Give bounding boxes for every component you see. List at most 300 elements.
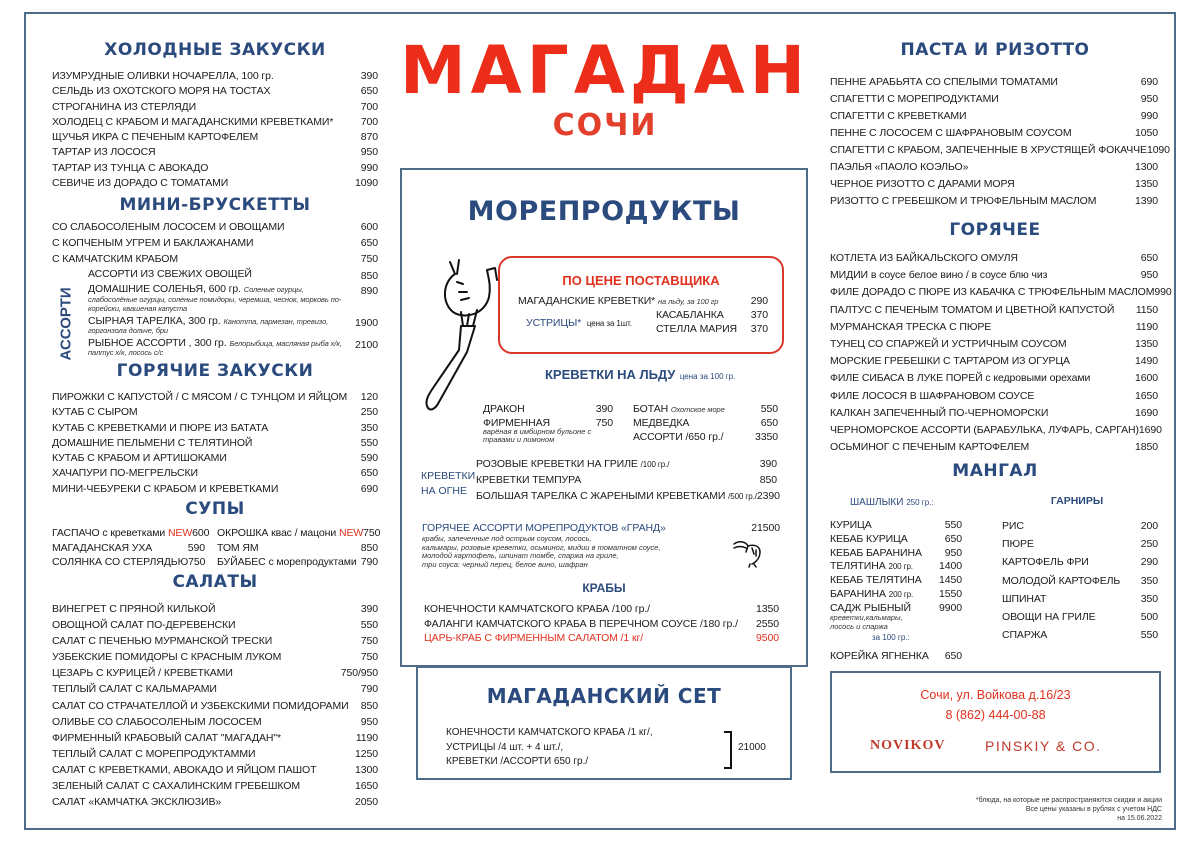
item-label: МИНИ-ЧЕБУРЕКИ С КРАБОМ И КРЕВЕТКАМИ (52, 482, 279, 495)
menu-item (52, 764, 378, 780)
grand-assorti-row: ГОРЯЧЕЕ АССОРТИ МОРЕПРОДУКТОВ «ГРАНД» 21500 (422, 522, 780, 534)
item-note: варёная в имбирном бульоне с травами и лимоном (483, 427, 592, 444)
item-name (52, 467, 198, 479)
item-price: 1850 (1135, 441, 1158, 454)
item-name (52, 716, 262, 728)
item-price: 1300 (1135, 161, 1158, 173)
heading-magadan-set: МАГАДАНСКИЙ СЕТ (486, 684, 722, 708)
item-label: ФАЛАНГИ КАМЧАТСКОГО КРАБА В ПЕРЕЧНОМ СОУСЕ /180 гр./ (424, 617, 738, 630)
item-label: БУЙАБЕС с морепродуктами (217, 556, 357, 568)
item-price: 1490 (1135, 355, 1158, 368)
item-name (476, 490, 757, 502)
item-price: 350 (1140, 574, 1158, 587)
menu-item (52, 391, 378, 406)
item-label: КЕБАБ ТЕЛЯТИНА (830, 574, 922, 587)
item-price: 500 (1140, 610, 1158, 623)
item-label: САДЖ РЫБНЫЙ (830, 601, 911, 614)
item-price: 950 (1140, 93, 1158, 105)
item-name (1002, 556, 1089, 568)
item-price: 1900 (355, 316, 378, 329)
item-label: СЕВИЧЕ ИЗ ДОРАДО С ТОМАТАМИ (52, 177, 229, 190)
address: Сочи, ул. Войкова д.16/23 (920, 688, 1071, 702)
menu-item (830, 441, 1158, 458)
item-name (830, 161, 968, 173)
shrimp-icon (732, 538, 768, 568)
fire-shrimp-label: КРЕВЕТКИ НА ОГНЕ (421, 470, 476, 497)
menu-item (830, 588, 962, 602)
item-price: 2100 (355, 338, 378, 351)
menu-item (830, 178, 1158, 195)
item-name (830, 127, 1071, 139)
item-note: 200 гр. (888, 589, 914, 599)
menu-item (52, 732, 378, 748)
item-label: ОКРОШКА квас / мацони (217, 527, 337, 539)
menu-item (52, 467, 378, 482)
pasta-list (830, 76, 1170, 212)
item-price: 950 (360, 146, 378, 159)
item-name (52, 748, 255, 760)
menu-item (52, 116, 378, 131)
assorti-vertical-label: АССОРТИ (57, 287, 75, 361)
item-price: 1190 (1135, 320, 1158, 333)
menu-item (830, 407, 1158, 424)
assorti-item (88, 285, 378, 314)
supplier-oysters-label: УСТРИЦЫ* цена за 1шт. (526, 317, 632, 329)
item-label: ГАСПАЧО с креветками (52, 527, 166, 539)
supplier-shrimp-row: МАГАДАНСКИЕ КРЕВЕТКИ* на льду, за 100 гр 290 (518, 295, 768, 307)
heading-cold-snacks: ХОЛОДНЫЕ ЗАКУСКИ (104, 40, 326, 60)
heading-bruschetta: МИНИ-БРУСКЕТТЫ (119, 195, 311, 215)
item-name (52, 131, 258, 143)
magadan-set-contents (446, 726, 653, 770)
bruschetta-list (52, 221, 378, 269)
assorti-list (88, 270, 378, 361)
fork-shrimp-illustration (415, 252, 505, 422)
item-price: 790 (360, 556, 378, 568)
item-label: БОЛЬШАЯ ТАРЕЛКА С ЖАРЕНЫМИ КРЕВЕТКАМИ (476, 490, 726, 502)
item-label: МИДИИ в соусе белое вино / в соусе блю чиз (830, 269, 1048, 282)
menu-item (52, 716, 378, 732)
menu-item (1002, 593, 1158, 611)
item-name (217, 527, 363, 539)
item-label: КУТАБ С СЫРОМ (52, 406, 138, 419)
item-label: ТАРТАР ИЗ ТУНЦА С АВОКАДО (52, 161, 209, 174)
item-price: 750 (188, 556, 206, 568)
item-price: 350 (1140, 592, 1158, 605)
menu-item (633, 431, 778, 445)
item-label: САЛАТ СО СТРАЧАТЕЛЛОЙ И УЗБЕКСКИМИ ПОМИДОРАМИ (52, 699, 349, 712)
item-note: Белорыбица, масляная рыба х/к, палтус х/к, лосось с/с (88, 338, 342, 357)
item-price: 1400 (939, 560, 962, 573)
menu-item (52, 131, 378, 146)
item-name (424, 618, 738, 630)
item-name (52, 483, 278, 495)
item-label: СТЕЛЛА МАРИЯ (656, 323, 738, 335)
menu-item (52, 683, 378, 699)
menu-item (52, 780, 378, 796)
menu-item (830, 533, 962, 547)
menu-item (52, 177, 378, 192)
menu-item (830, 195, 1158, 212)
item-label: ОВОЩИ НА ГРИЛЕ (1002, 610, 1096, 623)
menu-item (52, 437, 378, 452)
footer-notes (860, 796, 1162, 823)
menu-item (830, 372, 1158, 389)
menu-item (1002, 611, 1158, 629)
item-price: 3350 (755, 431, 778, 443)
item-price: 1350 (1135, 337, 1158, 350)
menu-item (52, 483, 378, 498)
item-name (830, 588, 913, 600)
item-price: 390 (595, 403, 613, 415)
sides-list (1002, 520, 1158, 647)
item-label: СЕЛЬДЬ ИЗ ОХОТСКОГО МОРЯ НА ТОСТАХ (52, 85, 271, 98)
item-price: 990 (360, 161, 378, 174)
item-label: УЗБЕКСКИЕ ПОМИДОРЫ С КРАСНЫМ ЛУКОМ (52, 651, 282, 664)
item-note: 200 гр. (888, 562, 913, 572)
item-label: ПЮРЕ (1002, 538, 1034, 551)
item-price: 650 (760, 417, 778, 429)
item-name (830, 144, 1147, 156)
assorti-item (88, 270, 378, 282)
item-label: МУРМАНСКАЯ ТРЕСКА С ПЮРЕ (830, 320, 992, 333)
menu-item (830, 161, 1158, 178)
item-name (52, 556, 188, 568)
menu-item (830, 574, 962, 588)
item-name (830, 602, 911, 614)
item-name (830, 519, 872, 531)
menu-item (830, 355, 1158, 372)
set-line: КОНЕЧНОСТИ КАМЧАТСКОГО КРАБА /1 кг/, (446, 727, 653, 738)
lamb-row: КОРЕЙКА ЯГНЕНКА 650 (830, 650, 962, 662)
item-name (52, 780, 300, 792)
oysters-list (656, 309, 768, 337)
item-price: 1300 (355, 763, 378, 776)
item-label: ПЕННЕ АРАБЬЯТА СО СПЕЛЫМИ ТОМАТАМИ (830, 76, 1058, 88)
menu-item (52, 527, 210, 542)
item-label: ФИРМЕННЫЙ КРАБОВЫЙ САЛАТ "МАГАДАН"* (52, 731, 282, 744)
item-label: МАГАДАНСКАЯ УХА (52, 541, 153, 554)
item-price: 370 (750, 309, 768, 321)
sadj-description: креветки,кальмары, лосось и спаржа (830, 613, 903, 631)
menu-item (830, 144, 1170, 161)
menu-item (830, 560, 962, 574)
kebab-list (830, 519, 962, 616)
item-price: 390 (360, 70, 378, 82)
item-price: 1350 (756, 603, 779, 615)
item-name (476, 458, 669, 470)
item-name (1002, 538, 1034, 550)
item-price: 590 (360, 452, 378, 465)
heading-salads: САЛАТЫ (172, 572, 258, 592)
soups-list-right (217, 527, 381, 571)
item-label: АССОРТИ /650 гр./ (633, 431, 724, 443)
item-name (217, 556, 357, 568)
item-label: ТАРТАР ИЗ ЛОСОСЯ (52, 146, 156, 159)
item-price: 750 (360, 651, 378, 664)
item-price: 650 (360, 85, 378, 98)
menu-item (52, 542, 205, 557)
item-name (1002, 611, 1096, 623)
item-price: 550 (360, 436, 378, 449)
item-name (52, 85, 270, 97)
item-name (830, 321, 991, 333)
item-price: 650 (1140, 252, 1158, 264)
menu-item (1002, 629, 1158, 647)
item-name (52, 101, 196, 113)
set-line: КРЕВЕТКИ /АССОРТИ 650 гр./ (446, 756, 589, 767)
item-name (830, 355, 1070, 367)
item-label: КУТАБ С КРАБОМ И АРТИШОКАМИ (52, 452, 227, 465)
item-name (830, 304, 1114, 316)
description-line: три соуса: черный перец, белое вино, шафран (422, 559, 588, 569)
item-price: 950 (1140, 269, 1158, 282)
item-label: КРЕВЕТКИ ТЕМПУРА (476, 474, 582, 486)
item-price: 1050 (1135, 127, 1158, 139)
item-label: КЕБАБ БАРАНИНА (830, 546, 922, 559)
item-price: 200 (1140, 520, 1158, 532)
item-price: 550 (360, 619, 378, 632)
item-price: 550 (1140, 629, 1158, 642)
menu-item (52, 748, 378, 764)
menu-item (52, 635, 378, 651)
heading-seafood: МОРЕПРОДУКТЫ (467, 196, 741, 227)
item-label: РОЗОВЫЕ КРЕВЕТКИ НА ГРИЛЕ (476, 458, 638, 470)
footer-line: *блюда, на которые не распространяются скидки и акции (975, 797, 1162, 804)
ice-shrimp-list-right (633, 403, 778, 445)
item-price: 1350 (1135, 178, 1158, 190)
item-name (88, 336, 343, 358)
item-price: 350 (360, 421, 378, 434)
menu-item (52, 237, 378, 253)
item-name (52, 527, 192, 539)
assorti-item (88, 314, 378, 336)
menu-item (830, 390, 1158, 407)
item-name (52, 70, 274, 82)
item-label: ПАЛТУС С ПЕЧЕНЫМ ТОМАТОМ И ЦВЕТНОЙ КАПУСТОЙ (830, 303, 1115, 316)
item-label: ДОМАШНИЕ ПЕЛЬМЕНИ С ТЕЛЯТИНОЙ (52, 436, 253, 449)
item-label: ЧЕРНОМОРСКОЕ АССОРТИ (БАРАБУЛЬКА, ЛУФАРЬ, САРГАН) (830, 423, 1139, 436)
crabs-list (424, 603, 779, 647)
menu-item (830, 547, 962, 561)
item-name (633, 417, 689, 429)
item-label: ПИРОЖКИ С КАПУСТОЙ / С МЯСОМ / С ТУНЦОМ И ЯЙЦОМ (52, 391, 348, 403)
item-price: 700 (360, 100, 378, 113)
ice-shrimp-heading: КРЕВЕТКИ НА ЛЬДУ цена за 100 гр. (545, 367, 736, 382)
item-price: 750/950 (340, 667, 378, 680)
item-price: 1390 (1135, 195, 1158, 207)
ice-shrimp-list-left (483, 403, 613, 444)
menu-item (483, 403, 613, 417)
item-label: БАРАНИНА (830, 587, 886, 600)
menu-item (476, 490, 780, 506)
item-label: ШПИНАТ (1002, 592, 1047, 605)
item-label: ФИЛЕ СИБАСА В ЛУКЕ ПОРЕЙ с кедровыми орехами (830, 372, 1091, 385)
item-price: 590 (187, 541, 205, 554)
menu-item (476, 458, 777, 474)
item-price: 1600 (1135, 372, 1158, 385)
item-note: /500 гр./ (728, 492, 757, 501)
heading-soups: СУПЫ (185, 499, 245, 519)
item-label: ТУНЕЦ СО СПАРЖЕЙ И УСТРИЧНЫМ СОУСОМ (830, 337, 1067, 350)
item-label: ДОМАШНИЕ СОЛЕНЬЯ, 600 гр. (88, 283, 241, 295)
item-name (52, 667, 233, 679)
item-name (52, 437, 252, 449)
menu-item (52, 221, 378, 237)
item-label: ЗЕЛЕНЫЙ САЛАТ С САХАЛИНСКИМ ГРЕБЕШКОМ (52, 780, 301, 793)
menu-item (830, 423, 1162, 441)
item-name (830, 110, 966, 122)
item-name (52, 406, 138, 418)
item-price: 850 (759, 474, 777, 486)
item-label: МОРСКИЕ ГРЕБЕШКИ С ТАРТАРОМ ИЗ ОГУРЦА (830, 355, 1070, 368)
item-price: 1090 (355, 177, 378, 190)
item-name (830, 178, 1015, 190)
item-price: 690 (1140, 76, 1158, 88)
item-label: ТЕЛЯТИНА (830, 560, 886, 573)
menu-item (830, 286, 1172, 303)
item-price: 750 (360, 635, 378, 648)
item-name (88, 314, 343, 336)
menu-item (52, 619, 378, 635)
item-label: ТЕПЛЫЙ САЛАТ С КАЛЬМАРАМИ (52, 683, 217, 696)
item-price: 750 (360, 253, 378, 265)
item-name (52, 635, 272, 647)
set-line: УСТРИЦЫ /4 шт. + 4 шт./, (446, 741, 564, 753)
menu-item (217, 556, 378, 571)
item-label: РИС (1002, 520, 1024, 532)
item-price: 950 (360, 715, 378, 728)
description-line: кальмары, розовые креветки, осьминог, мидии в томатном соусе, (422, 542, 661, 552)
item-label: СОЛЯНКА СО СТЕРЛЯДЬЮ (52, 556, 189, 568)
menu-item (52, 556, 205, 571)
menu-item (830, 519, 962, 533)
hot-snacks-list (52, 391, 378, 498)
item-price: 1250 (355, 747, 378, 760)
item-label: САЛАТ С КРЕВЕТКАМИ, АВОКАДО И ЯЙЦОМ ПАШОТ (52, 763, 317, 776)
heading-pasta: ПАСТА И РИЗОТТО (900, 40, 1090, 60)
item-name (830, 533, 908, 545)
item-label: МОЛОДОЙ КАРТОФЕЛЬ (1002, 574, 1121, 587)
item-name (52, 452, 227, 464)
item-label: ИЗУМРУДНЫЕ ОЛИВКИ НОЧАРЕЛЛА, 100 гр. (52, 70, 274, 82)
assorti-item (88, 336, 378, 358)
item-name (52, 162, 208, 174)
item-label: ТЕПЛЫЙ САЛАТ С МОРЕПРОДУКТАММИ (52, 747, 256, 760)
item-name (830, 338, 1067, 350)
item-price: 990 (1140, 110, 1158, 122)
item-price: 850 (360, 699, 378, 712)
item-price: 850 (360, 541, 378, 554)
item-price: 2050 (355, 796, 378, 809)
bracket (724, 731, 732, 769)
menu-item (217, 527, 381, 542)
item-name (52, 651, 281, 663)
item-label: РЫБНОЕ АССОРТИ , 300 гр. (88, 336, 227, 349)
kebab-heading: ШАШЛЫКИ 250 гр.: (850, 497, 934, 508)
item-price: 2390 (756, 490, 780, 502)
menu-item (52, 406, 378, 421)
soups-list-left (52, 527, 210, 571)
menu-item (424, 632, 779, 647)
menu-item (52, 603, 378, 619)
grand-assorti-description (422, 535, 722, 569)
item-name (52, 116, 333, 128)
menu-item (1002, 520, 1158, 538)
item-price: 1090 (1146, 144, 1170, 156)
per-100g-label: за 100 гр.: (872, 633, 910, 642)
item-price: 550 (944, 519, 962, 531)
item-note: /100 гр./ (640, 460, 670, 469)
menu-item (656, 323, 768, 337)
item-price: 550 (760, 403, 778, 415)
menu-item (1002, 538, 1158, 556)
item-name (1002, 575, 1120, 587)
item-name (52, 146, 156, 158)
menu-item (830, 338, 1158, 355)
menu-item (1002, 575, 1158, 593)
magadan-set-price: 21000 (738, 742, 766, 753)
item-label: ТОМ ЯМ (217, 541, 259, 554)
item-price: 650 (944, 532, 962, 545)
menu-item (830, 252, 1158, 269)
item-name (830, 407, 1048, 419)
contacts (830, 685, 1161, 725)
item-name (830, 286, 1154, 298)
item-name (830, 424, 1139, 436)
item-price: 650 (360, 467, 378, 480)
item-label: ХОЛОДЕЦ С КРАБОМ И МАГАДАНСКИМИ КРЕВЕТКАМИ* (52, 115, 334, 128)
item-name (656, 323, 737, 335)
item-label: ВИНЕГРЕТ С ПРЯНОЙ КИЛЬКОЙ (52, 603, 216, 615)
item-label: КЕБАБ КУРИЦА (830, 532, 908, 545)
item-label: БОТАН (633, 403, 669, 415)
menu-item (830, 127, 1158, 144)
item-price: 990 (1154, 286, 1172, 299)
item-price: 390 (360, 603, 378, 615)
item-name (476, 474, 581, 486)
item-price: 950 (944, 546, 962, 559)
sides-heading: ГАРНИРЫ (1050, 495, 1104, 507)
item-name (830, 390, 1034, 402)
item-label: ПЕННЕ С ЛОСОСЕМ С ШАФРАНОВЫМ СОУСОМ (830, 127, 1072, 139)
brand-city: СОЧИ (552, 108, 658, 143)
item-label: СЫРНАЯ ТАРЕЛКА, 300 гр. (88, 314, 221, 327)
item-name (52, 683, 217, 695)
description-line: молодой картофель, шпинат томбе, спаржа на гриле, (422, 551, 619, 561)
item-name (52, 764, 316, 776)
item-label: СО СЛАБОСОЛЕНЫМ ЛОСОСЕМ И ОВОЩАМИ (52, 221, 285, 233)
item-price: 9500 (756, 632, 779, 645)
item-label: СПАГЕТТИ С КРЕВЕТКАМИ (830, 110, 967, 122)
item-price: 600 (360, 221, 378, 233)
item-name (88, 270, 343, 279)
item-price: 890 (360, 285, 378, 297)
item-label: ОВОЩНОЙ САЛАТ ПО-ДЕРЕВЕНСКИ (52, 619, 236, 632)
item-price: 1450 (939, 574, 962, 587)
item-note: Охотское море (670, 405, 725, 414)
item-price: 290 (1140, 556, 1158, 569)
item-price: 2550 (756, 617, 779, 630)
item-label: КУТАБ С КРЕВЕТКАМИ И ПЮРЕ ИЗ БАТАТА (52, 421, 269, 434)
item-price: 1150 (1135, 303, 1158, 316)
menu-item (52, 700, 378, 716)
menu-item (830, 110, 1158, 127)
item-name (88, 285, 343, 314)
item-price: 600 (192, 527, 210, 539)
item-name (52, 422, 268, 434)
item-name (633, 431, 723, 443)
